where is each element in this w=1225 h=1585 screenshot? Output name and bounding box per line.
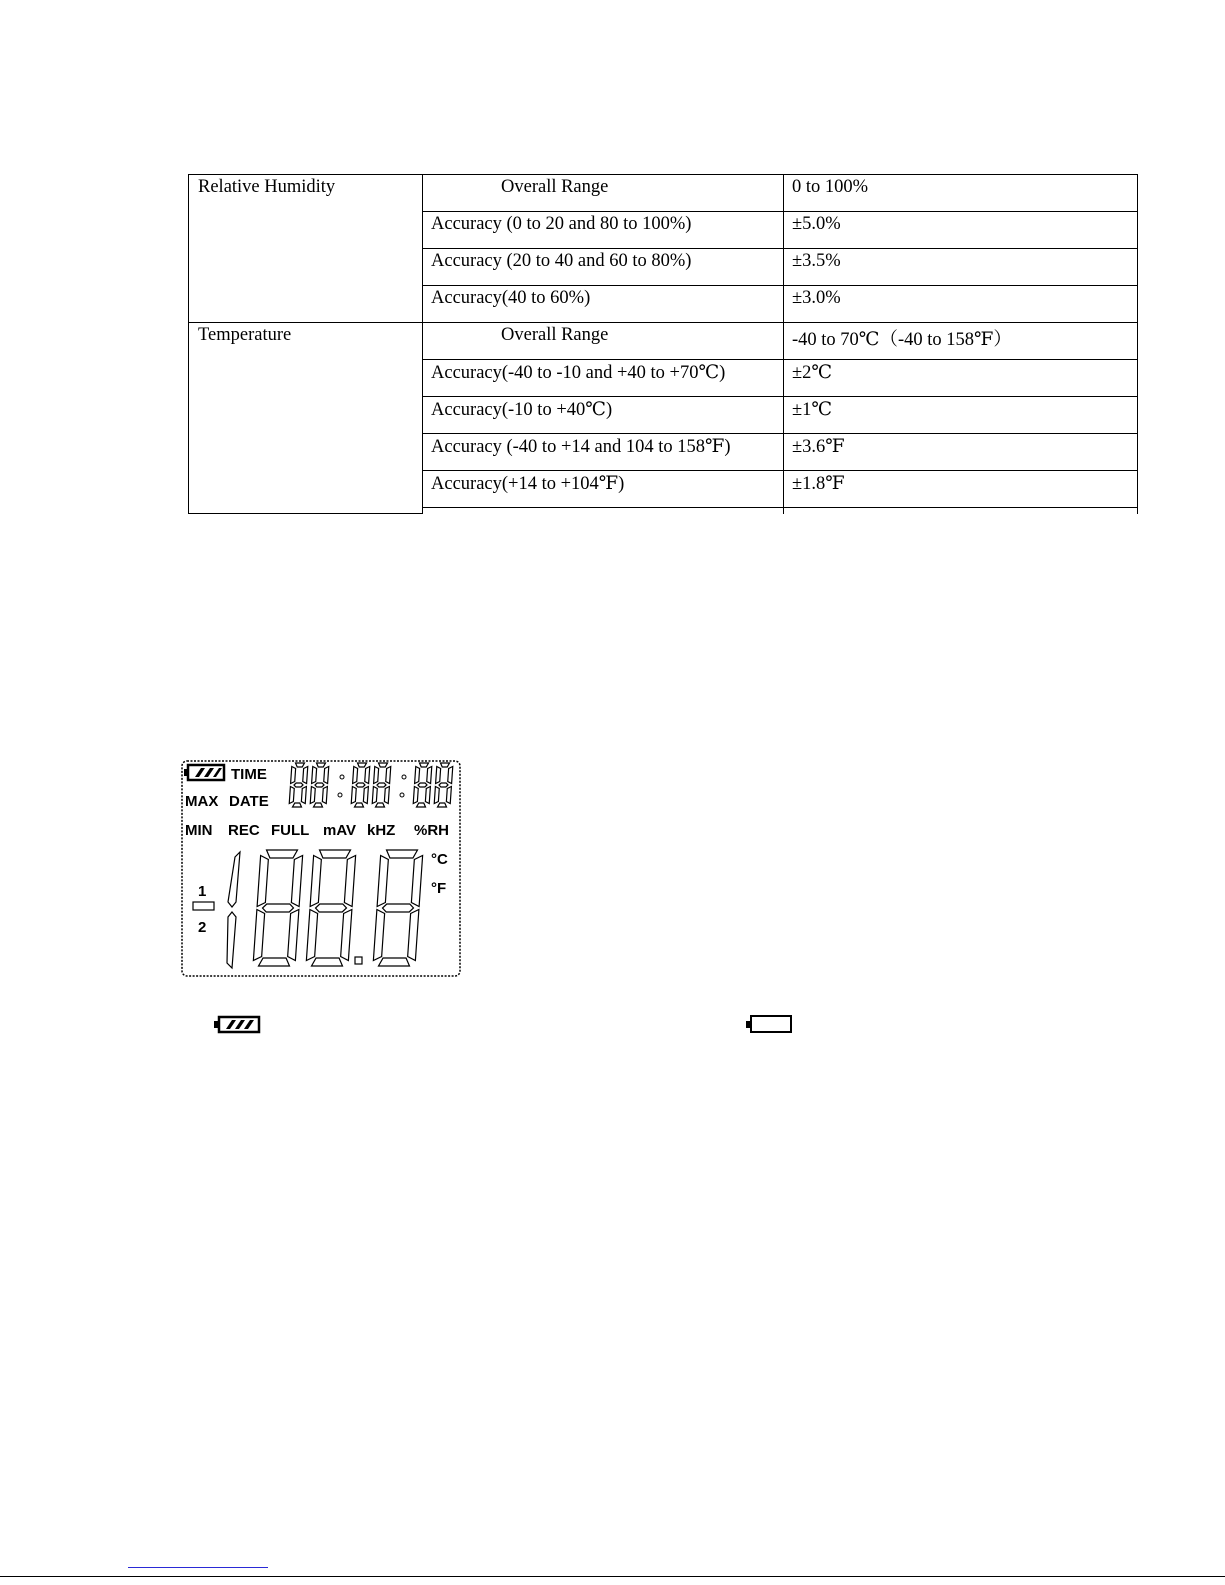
digit-segment xyxy=(267,850,298,858)
digit-segment xyxy=(316,904,347,912)
battery-full-icon xyxy=(184,765,224,780)
footer-link-underline xyxy=(128,1567,268,1568)
lcd-display-diagram xyxy=(181,760,462,978)
celsius-indicator: °C xyxy=(431,851,448,868)
digit-segment xyxy=(434,787,439,804)
digit-segment xyxy=(312,767,317,784)
digit-segment xyxy=(289,787,294,804)
date-indicator: DATE xyxy=(229,793,269,810)
digit-segment xyxy=(446,787,451,804)
digit-segment xyxy=(379,763,388,767)
digit-segment xyxy=(320,850,351,858)
colon-dot xyxy=(400,793,404,797)
digit-segment xyxy=(317,763,326,767)
digit-segment xyxy=(387,850,418,858)
colon-dot xyxy=(338,793,342,797)
value-cell: 0 to 100% xyxy=(784,175,1138,212)
digit-segment xyxy=(356,783,365,787)
digit-segment xyxy=(418,783,427,787)
decimal-point xyxy=(355,957,362,964)
digit-segment xyxy=(441,763,450,767)
battery-empty-icon xyxy=(744,1014,794,1034)
parameter-cell: Accuracy (20 to 40 and 60 to 80%) xyxy=(423,249,784,286)
channel-2-label: 2 xyxy=(198,919,207,936)
table-row xyxy=(189,323,1138,360)
channel-bar xyxy=(193,902,214,910)
parameter-cell: Accuracy(+14 to +104℉) xyxy=(423,471,784,508)
value-cell: ±1.8℉ xyxy=(784,471,1138,508)
indicator-khz: kHZ xyxy=(367,822,396,839)
battery-full-icon xyxy=(213,1015,261,1034)
digit-segment xyxy=(415,767,420,784)
digit-segment xyxy=(351,787,356,804)
indicator-min: MIN xyxy=(185,822,213,839)
specification-table xyxy=(188,174,1138,514)
digit-segment xyxy=(294,783,303,787)
value-cell: ±3.6℉ xyxy=(784,434,1138,471)
digit-segment xyxy=(303,767,308,784)
digit-segment xyxy=(372,787,377,804)
fahrenheit-indicator: °F xyxy=(431,880,447,897)
value-cell: -40 to 70℃（-40 to 158℉） xyxy=(784,323,1138,360)
digit-segment xyxy=(448,767,453,784)
digit-segment xyxy=(374,767,379,784)
table-row xyxy=(189,175,1138,212)
digit-segment xyxy=(315,783,324,787)
digit-segment xyxy=(384,787,389,804)
digit-segment xyxy=(259,958,290,966)
indicator-rec: REC xyxy=(228,822,260,839)
digit-segment xyxy=(386,767,391,784)
indicator-pct-rh: %RH xyxy=(414,822,450,839)
digit-segment xyxy=(436,767,441,784)
digit-segment xyxy=(314,803,323,807)
channel-1-label: 1 xyxy=(198,883,207,900)
value-cell: ±3.5% xyxy=(784,249,1138,286)
digit-segment xyxy=(301,787,306,804)
value-cell xyxy=(784,508,1138,514)
value-cell: ±1℃ xyxy=(784,397,1138,434)
group-label-humidity: Relative Humidity xyxy=(189,175,423,323)
group-label-temperature: Temperature xyxy=(189,323,423,514)
digit-segment xyxy=(312,958,343,966)
digit-segment xyxy=(438,803,447,807)
digit-segment xyxy=(263,904,294,912)
digit-segment xyxy=(296,763,305,767)
parameter-cell: Overall Range xyxy=(423,323,784,360)
digit-segment xyxy=(365,767,370,784)
time-indicator: TIME xyxy=(231,766,267,783)
value-cell: ±5.0% xyxy=(784,212,1138,249)
value-cell: ±3.0% xyxy=(784,286,1138,323)
digit-segment xyxy=(379,958,410,966)
parameter-cell: Accuracy(-40 to -10 and +40 to +70℃) xyxy=(423,360,784,397)
parameter-cell: Accuracy (0 to 20 and 80 to 100%) xyxy=(423,212,784,249)
digit-segment xyxy=(310,787,315,804)
colon-dot xyxy=(340,775,344,779)
digit-segment xyxy=(376,803,385,807)
value-cell: ±2℃ xyxy=(784,360,1138,397)
digit-segment xyxy=(358,763,367,767)
footer-rule xyxy=(0,1576,1225,1577)
digit-segment xyxy=(355,803,364,807)
indicator-full: FULL xyxy=(271,822,310,839)
digit-segment xyxy=(363,787,368,804)
digit-segment xyxy=(377,783,386,787)
digit-segment xyxy=(413,787,418,804)
digit-segment xyxy=(383,904,414,912)
digit-segment xyxy=(324,767,329,784)
parameter-cell: Accuracy (-40 to +14 and 104 to 158℉) xyxy=(423,434,784,471)
digit-segment xyxy=(291,767,296,784)
digit-segment xyxy=(420,763,429,767)
digit-segment xyxy=(425,787,430,804)
parameter-cell xyxy=(423,508,784,514)
indicator-mav: mAV xyxy=(323,822,357,839)
digit-segment xyxy=(293,803,302,807)
digit-segment xyxy=(427,767,432,784)
colon-dot xyxy=(402,775,406,779)
max-indicator: MAX xyxy=(185,793,219,810)
digit-segment xyxy=(439,783,448,787)
parameter-cell: Accuracy(40 to 60%) xyxy=(423,286,784,323)
digit-segment xyxy=(353,767,358,784)
parameter-cell: Overall Range xyxy=(423,175,784,212)
parameter-cell: Accuracy(-10 to +40℃) xyxy=(423,397,784,434)
digit-segment xyxy=(322,787,327,804)
digit-segment xyxy=(417,803,426,807)
